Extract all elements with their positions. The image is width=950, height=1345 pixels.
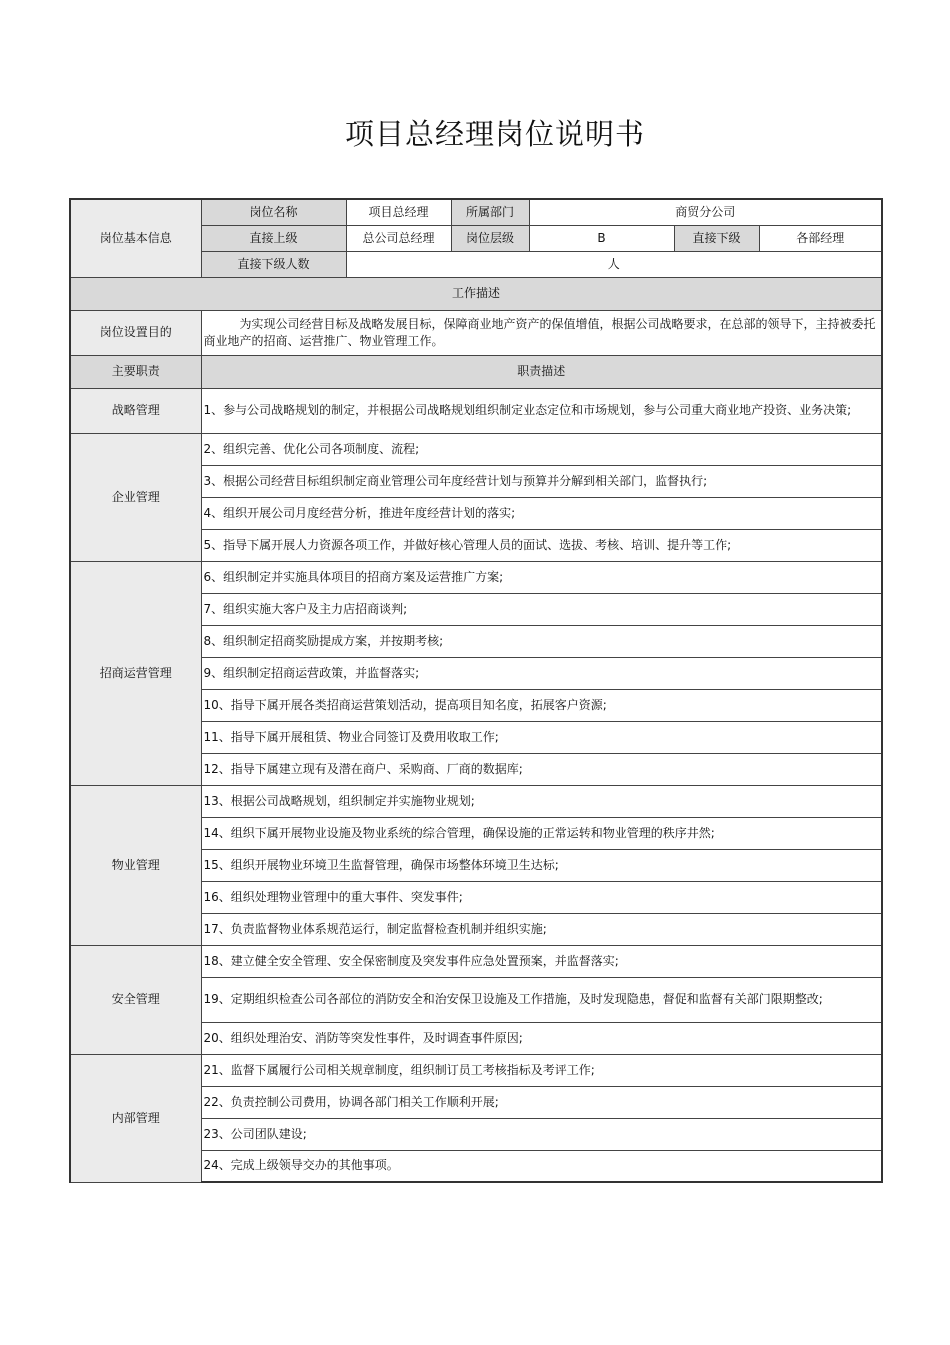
duty-item: 14、组织下属开展物业设施及物业系统的综合管理，确保设施的正常运转和物业管理的秩序井然; [201,817,882,849]
table-row [70,1054,882,1086]
basic-info-label: 岗位基本信息 [70,199,201,277]
table-row [70,388,882,433]
subordinate-count-value: 人 [346,251,882,277]
job-description-table [69,198,883,1183]
table-row [70,561,882,593]
duty-category: 安全管理 [70,945,201,1054]
position-name-label: 岗位名称 [201,199,346,225]
duty-item: 4、组织开展公司月度经营分析，推进年度经营计划的落实; [201,497,882,529]
duty-item: 7、组织实施大客户及主力店招商谈判; [201,593,882,625]
duty-category: 战略管理 [70,388,201,433]
duty-item: 8、组织制定招商奖励提成方案，并按期考核; [201,625,882,657]
duty-item: 24、完成上级领导交办的其他事项。 [201,1150,882,1182]
duty-item: 9、组织制定招商运营政策，并监督落实; [201,657,882,689]
subordinate-value: 各部经理 [759,225,882,251]
position-name-value: 项目总经理 [346,199,451,225]
duty-item: 18、建立健全安全管理、安全保密制度及突发事件应急处置预案，并监督落实; [201,945,882,977]
duty-item: 3、根据公司经营目标组织制定商业管理公司年度经营计划与预算并分解到相关部门，监督执行; [201,465,882,497]
department-label: 所属部门 [451,199,529,225]
duty-item: 17、负责监督物业体系规范运行，制定监督检查机制并组织实施; [201,913,882,945]
duty-item: 22、负责控制公司费用，协调各部门相关工作顺利开展; [201,1086,882,1118]
table-row [70,433,882,465]
subordinate-count-label: 直接下级人数 [201,251,346,277]
duty-category: 企业管理 [70,433,201,561]
duties-body [70,388,882,1182]
duty-description-header: 职责描述 [201,355,882,388]
duty-item: 21、监督下属履行公司相关规章制度，组织制订员工考核指标及考评工作; [201,1054,882,1086]
department-value: 商贸分公司 [529,199,882,225]
duty-category: 物业管理 [70,785,201,945]
duty-category: 招商运营管理 [70,561,201,785]
duty-item: 6、组织制定并实施具体项目的招商方案及运营推广方案; [201,561,882,593]
duty-item: 13、根据公司战略规划，组织制定并实施物业规划; [201,785,882,817]
level-value: B [529,225,674,251]
subordinate-label: 直接下级 [674,225,759,251]
work-description-header: 工作描述 [70,277,882,310]
purpose-text: 为实现公司经营目标及战略发展目标，保障商业地产资产的保值增值，根据公司战略要求，在总部的领导下，主持被委托商业地产的招商、运营推广、物业管理工作。 [201,310,882,355]
superior-value: 总公司总经理 [346,225,451,251]
duty-category: 内部管理 [70,1054,201,1182]
duty-item: 19、定期组织检查公司各部位的消防安全和治安保卫设施及工作措施，及时发现隐患，督促和监督有关部门限期整改; [201,977,882,1022]
duty-item: 20、组织处理治安、消防等突发性事件，及时调查事件原因; [201,1022,882,1054]
duty-item: 10、指导下属开展各类招商运营策划活动，提高项目知名度，拓展客户资源; [201,689,882,721]
duty-item: 15、组织开展物业环境卫生监督管理，确保市场整体环境卫生达标; [201,849,882,881]
main-duties-header: 主要职责 [70,355,201,388]
table-row [70,945,882,977]
document-title: 项目总经理岗位说明书 [344,117,645,151]
superior-label: 直接上级 [201,225,346,251]
table-row [70,785,882,817]
duty-item: 2、组织完善、优化公司各项制度、流程; [201,433,882,465]
level-label: 岗位层级 [451,225,529,251]
duty-item: 12、指导下属建立现有及潜在商户、采购商、厂商的数据库; [201,753,882,785]
duty-item: 11、指导下属开展租赁、物业合同签订及费用收取工作; [201,721,882,753]
duty-item: 1、参与公司战略规划的制定，并根据公司战略规划组织制定业态定位和市场规划，参与公司重大商业地产投资、业务决策; [201,388,882,433]
duty-item: 16、组织处理物业管理中的重大事件、突发事件; [201,881,882,913]
duty-item: 5、指导下属开展人力资源各项工作，并做好核心管理人员的面试、选拔、考核、培训、提升等工作; [201,529,882,561]
purpose-label: 岗位设置目的 [70,310,201,355]
duty-item: 23、公司团队建设; [201,1118,882,1150]
